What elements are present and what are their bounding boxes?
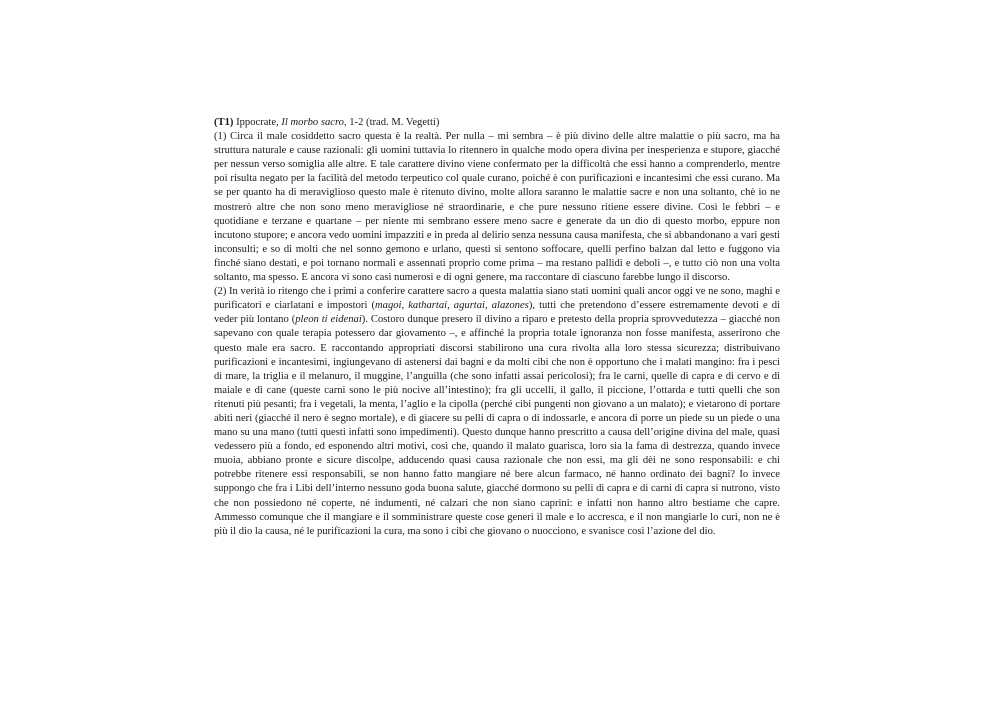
paragraph-1-text: (1) Circa il male cosiddetto sacro questa è la realtà. Per nulla – mi sembra – è più divino delle altre malattie o più sacro, ma ha struttura naturale e cause razionali: gli uomini tuttavia lo ritennero in qualche modo opera divina per inesperienza e stupore, giacché per nessun verso somiglia alle altre. E tale carattere divino viene confermato per la difficoltà che essi hanno a comprenderlo, mentre poi risulta negato per la facilità del metodo terpeutico col quale curano, poiché è con purificazioni e incantesimi che essi curano. Ma se per quanto ha di meraviglioso questo male è ritenuto divino, molte allora saranno le malattie sacre e non una soltanto, chè io ne mostrerò altre che non sono meno meravigliose né straordinarie, e che pure nessuno ritiene essere divine. Così le febbri – e quotidiane e terzane e quartane – per niente mi sembrano essere meno sacre e generate da un dio di questo morbo, eppure non incutono stupore; e ancora vedo uomini impazziti e in preda al delirio senza nessuna causa manifesta, che si abbandonano a vari gesti inconsulti; e so di molti che nel sonno gemono e urlano, questi si sentono soffocare, quelli perfino balzan dal letto e fuggono via finché siano destati, e poi tornano normali e assennati proprio come prima – ma restano pallidi e deboli –, e tutto ciò non una volta soltanto, ma spesso. E ancora vi sono casi numerosi e di ogni genere, ma raccontare di ciascuno farebbe lungo il discorso. bbox=[214, 131, 780, 284]
paragraph-1 bbox=[214, 130, 780, 285]
work-title: Il morbo sacro bbox=[281, 117, 344, 128]
paragraph-2 bbox=[214, 285, 780, 539]
paragraph-2-text-a: (2) In verità io ritengo che i primi a conferire carattere sacro a questa malattia siano stati uomini quali ancor oggi ve ne sono, maghi e purificatori e ciarlatani e impostori ( bbox=[214, 286, 780, 312]
greek-terms-list: magoi, kathartai, agurtai, alazones bbox=[375, 300, 529, 312]
greek-term-pleon: pleon ti eidenai bbox=[295, 314, 362, 326]
citation-reference: , 1-2 (trad. M. Vegetti) bbox=[343, 117, 440, 128]
text-label: (T1) bbox=[214, 117, 234, 128]
paragraph-2-text-c: ). Costoro dunque presero il divino a riparo e pretesto della propria sprovvedutezza – giacché non sapevano con quale terapia potessero dar giovamento –, e affinché la propria totale ignoranza non fosse manifesta, asserirono che questo male era sacro. E raccontando appropriati discorsi stabilirono una cura rivolta alla loro stessa sicurezza; distribuivano purificazioni e incantesimi, ingiungevano di astenersi dai bagni e da molti cibi che non è opportuno che i malati mangino: fra i pesci di mare, la triglia e il melanuro, il muggine, l’anguilla (che sono infatti assai pericolosi); fra le carni, quelle di capra e di cervo e di maiale e di cane (queste carni sono le più nocive all’intestino); fra gli uccelli, il gallo, il piccione, l’ottarda e tutti quelli che son ritenuti più pesanti; fra i vegetali, la menta, l’aglio e la cipolla (perché cibi pungenti non giovano a un malato); e vietarono di portare abiti neri (giacché il nero è segno mortale), e di giacere su pelli di capra o di indossarle, e ancora di porre un piede su un piede o una mano su una mano (tutti questi infatti sono impedimenti). Questo dunque hanno prescritto a causa dell’origine divina del male, quasi vedessero più a fondo, ed esponendo altri motivi, così che, quando il malato guarisca, loro sia la fama di destrezza, quando invece muoia, abbiano pronte e sicure discolpe, adducendo quasi causa razionale che non essi, ma gli dèi ne sono responsabili: e chi potrebbe ritenere essi responsabili, se non hanno fatto mangiare né bere alcun farmaco, né hanno ordinato dei bagni? Io invece suppongo che fra i Libi dell’interno nessuno goda buona salute, giacché dormono su pelli di capra e di carni di capra si nutrono, visto che non possiedono né coperte, né indumenti, né calzari che non siano caprini: e infatti non hanno altro bestiame che capre. Ammesso comunque che il mangiare e il somministrare queste cose generi il male e lo accresca, e il non mangiarle lo curi, non ne è più il dio la causa, né le purificazioni la cura, ma sono i cibi che giovano o nuocciono, e svanisce così l’azione del dio. bbox=[214, 314, 781, 537]
paragraph-2-text-b: ), tutti che pretendono d’essere estremamente devoti e di veder più lontano ( bbox=[214, 300, 781, 326]
author-name: Ippocrate, bbox=[236, 117, 279, 128]
citation-heading bbox=[214, 116, 780, 130]
document-page bbox=[214, 116, 780, 539]
